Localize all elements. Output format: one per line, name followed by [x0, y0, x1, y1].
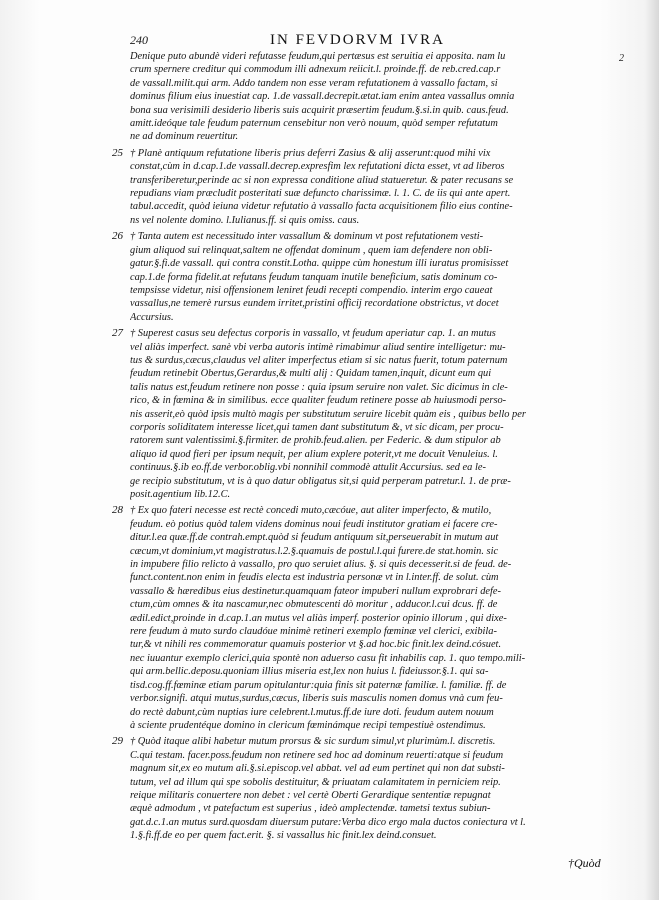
text-line: funct.content.non enim in feudis electa est industria personæ vt in l.inter.ff. de solut. cùm: [130, 572, 499, 584]
margin-note: 2: [619, 53, 624, 64]
text-line: tur,& vt nihili res commemoratur quamuis posterior vt §.ad hoc.bic finit.lex deind.cósuet.: [130, 639, 502, 651]
text-line: posit.agentium lib.12.C.: [130, 489, 231, 500]
text-line: ratorem sunt valentissimi.§.firmiter. de prohib.feud.alien. per Federic. & dum stipulor ab: [130, 435, 501, 447]
text-line: ge recipio substitutum, vt is à quo datur obligatus sit,si quid perperam patretur.l. 1. de præ-: [130, 475, 511, 487]
text-line: † Quòd itaque alibi habetur mutum prorsus & sic surdum simul,vt plurimùm.l. discretis.: [130, 736, 496, 748]
text-line: talis natus est,feudum retinere non posse : quia ipsum seruire non valet. Sic dicimus in cle-: [130, 381, 508, 393]
text-line: ditur.l.ea quæ.ff.de contrah.empt.quòd si feudum antiquum sit,perseuerabit in mutum aut: [130, 532, 499, 544]
text-line: corporis soliditatem interesse licet,qui tamen dant substitutum &, vt sic dicam, per procu-: [130, 421, 504, 433]
text-line: gatur.§.fi.de vassall. qui contra constit.Lotha. quippe cùm honestum illi iuratus promisisset: [130, 258, 509, 270]
running-head: IN FEVDORVM IVRA: [270, 32, 445, 48]
paragraph-number: 29: [112, 735, 123, 748]
text-line: rere feudum à muto surdo claudóue minimè retineri exemplo fœminæ vel clerici, exibila-: [130, 626, 497, 638]
text-line: aliquo id quod fieri per ipsum nequit, per alium explere poterit,vt me docuit Venuleius. l.: [130, 448, 498, 460]
text-line: de vassall.milit.qui arm. Addo tandem non esse veram refutationem à vassallo factam, si: [130, 77, 498, 89]
text-line: Accursius.: [130, 311, 174, 323]
text-line: tisd.cog.ff.fœminæ etiam parum opitulantur:quia finis sit paternæ familiæ. l. familiæ. ff. de: [130, 679, 507, 691]
paragraph: [112, 146, 602, 227]
paragraph: [112, 230, 602, 324]
text-line: magnum sit,ex eo mutum ali.§.si.episcop.vel abbat. vel ad eum pertinet qui non dat substi-: [130, 763, 505, 775]
text-line: do rectè dabunt,cùm nuptias iure celebrent.l.mutus.ff.de iure doti. feudum autem nouum: [130, 706, 494, 718]
paragraph: [112, 735, 602, 842]
text-line: rico, & in fœmina & in similibus. ecce qualiter feudum retinere posse ab huiusmodi perso-: [130, 395, 507, 407]
text-line: vel aliàs imperfect. sanè vbi verba autoris intimè rimabimur aliud sentire intelligetur: mu-: [130, 341, 506, 353]
text-line: vassallo & hæredibus eius destinetur.quamquam fateor impuberi nullum exprobrari defe-: [130, 585, 501, 597]
text-line: reique militaris conuertere non debet : vel certè Oberti Gerardique sententiæ repugnat: [130, 789, 491, 801]
text-line: repudians viam præcludit posteritati suæ defuncto charissimæ. l. 1. C. de iis qui ante apert.: [130, 188, 511, 200]
text-line: 1.§.fi.ff.de eo per quem fact.erit. §. si vassallus hic finit.lex deind.consuet.: [130, 830, 437, 842]
text-line: tutum, vel ad illum qui spe sobolis destituitur, & priuatam calamitatem in perniciem reip.: [130, 776, 501, 788]
text-line: cap.1.de forma fidelit.at refutans feudum tanquam inutile beneficium, satis dominum co-: [130, 271, 498, 283]
catchword: †Quòd: [568, 856, 601, 870]
text-line: gium aliquod sui relinquat,saltem ne offendat dominum , quem iam defendere non obli-: [130, 244, 493, 256]
text-line: feudum. eò potius quòd talem videns dominus noui feudi institutor gratiam ei facere cre-: [130, 518, 498, 530]
text-line: transferiberetur,perinde ac si non expressa conditione aliud statueretur. & pater recusans se: [130, 174, 514, 186]
text-line: in impubere filio relicto à vassallo, pro quo seruiet alius. §. si quis decesserit.si de feud. de-: [130, 559, 512, 571]
text-line: à sciente prudentéque domino in clericum fœminámque recipi tempestiuè ostendimus.: [130, 719, 486, 731]
text-line: verbor.signifi. atqui mutus,surdus,cæcus, liberis suis masculis nomen domus vnà cum feu-: [130, 693, 503, 705]
text-line: qui arm.bellic.deposu.quoniam illius miseria est,lex non huius l. fideiussor.§.1. qui sa-: [130, 666, 489, 678]
text-line: constat,cùm in d.cap.1.de vassall.decrep.expresfim lex refutationi dicta esset, vt ad liberos: [130, 161, 505, 173]
text-line: nec iuuantur exemplo clerici,quia spontè non aduerso casu fit inhabilis cap. 1. quo tempo.mili-: [130, 652, 526, 664]
body-text: [112, 50, 624, 846]
text-line: tus & surdus,cæcus,claudus vel aliter imperfectus etiam si sic natus fuerit, totum paternum: [130, 354, 508, 366]
text-line: † Superest casus seu defectus corporis in vassallo, vt feudum aperiatur cap. 1. an mutus: [130, 328, 496, 340]
text-line: ne ad dominum reuertitur.: [130, 131, 239, 143]
paragraph-number: 25: [112, 146, 123, 159]
text-line: gat.d.c.1.an mutus surd.quosdam diuersum putare:Verba dico ergo mala ductos coniectura vt l.: [130, 816, 526, 828]
text-line: nis asserit,eò quòd ipsis multò magis per substitutum seruire licebit quàm eis , quibus bello per: [130, 408, 526, 420]
page-header: [130, 33, 630, 49]
text-line: tabul.accedit, quòd ieiuna videtur refutatio à vassallo facta acquisitionem filio eius contine-: [130, 201, 513, 213]
text-line: ctum,cùm omnes & ita nascamur,nec obmutescenti dò moritur , adducor.l.cui dcus. ff. de: [130, 599, 498, 611]
text-line: tempsisse videtur, nisi offensionem leniret feudi recepti compendio. interim ergo caueat: [130, 284, 493, 296]
text-line: † Tanta autem est necessitudo inter vassallum & dominum vt post refutationem vesti-: [130, 231, 484, 243]
text-line: Denique puto abundè videri refutasse feudum,qui pertæsus est seruitia ei apposita. nam lu: [130, 51, 506, 62]
text-line: feudum retinebit Obertus,Gerardus,& multi alij : Quidam tamen,inquit, dicunt eum qui: [130, 368, 492, 380]
text-line: bona sua verisimili desiderio liberis suis acquirit præsertim feudum.§.si.in quib. caus.feud.: [130, 104, 509, 116]
text-line: C.qui testam. facer.poss.feudum non retinere sed hoc ad dominum reuerti:atque si feudum: [130, 749, 504, 761]
text-line: vassallus,ne temerè rursus eundem irritet,pristini officij recordatione obstrictus, vt docet: [130, 298, 499, 310]
text-line: amitt.ideóque tale feudum paternum censebitur non verò nouum, quòd semper refutatum: [130, 118, 498, 130]
paragraph-number: 28: [112, 504, 123, 517]
paragraph: [112, 504, 602, 732]
text-line: † Ex quo fateri necesse est rectè concedi muto,cæcóue, aut aliter imperfecto, & mutilo,: [130, 505, 492, 517]
text-line: ædil.edict,proinde in d.cap.1.an mutus vel aliàs imperf. posterior opinio illorum , qui dixe-: [130, 612, 507, 624]
text-line: dominus filium eius inuestiat cap. 1.de vassall.decrepit.ætat.iam enim antea vassallus omnia: [130, 91, 515, 103]
page-edge-shadow: [645, 0, 659, 900]
text-line: ns vel nolente domino. l.Iulianus.ff. si quis omiss. caus.: [130, 214, 360, 226]
text-line: continuus.§.ib eo.ff.de verbor.oblig.vbi nonnihil commodè attulit Accursius. sed ea le-: [130, 462, 486, 474]
paragraph: [112, 327, 602, 501]
paragraph-number: 27: [112, 327, 123, 340]
text-line: cæcum,vt dominium,vt magistratus.l.2.§.quamuis de postul.l.qui furere.de stat.homin. sic: [130, 545, 499, 557]
text-line: æquè admodum , vt patefactum est superius , ideò amplectendæ. tametsi textus subiun-: [130, 803, 491, 815]
paragraph-number: 26: [112, 230, 123, 243]
page-number: 240: [130, 33, 148, 47]
text-line: crum spernere creditur qui commodum illi adnexum reiicit.l. proinde.ff. de reb.cred.cap.r: [130, 64, 501, 76]
paragraph: [130, 50, 602, 144]
text-line: † Planè antiquum refutatione liberis prius deferri Zasius & alij asserunt:quod mihi vix: [130, 147, 491, 159]
